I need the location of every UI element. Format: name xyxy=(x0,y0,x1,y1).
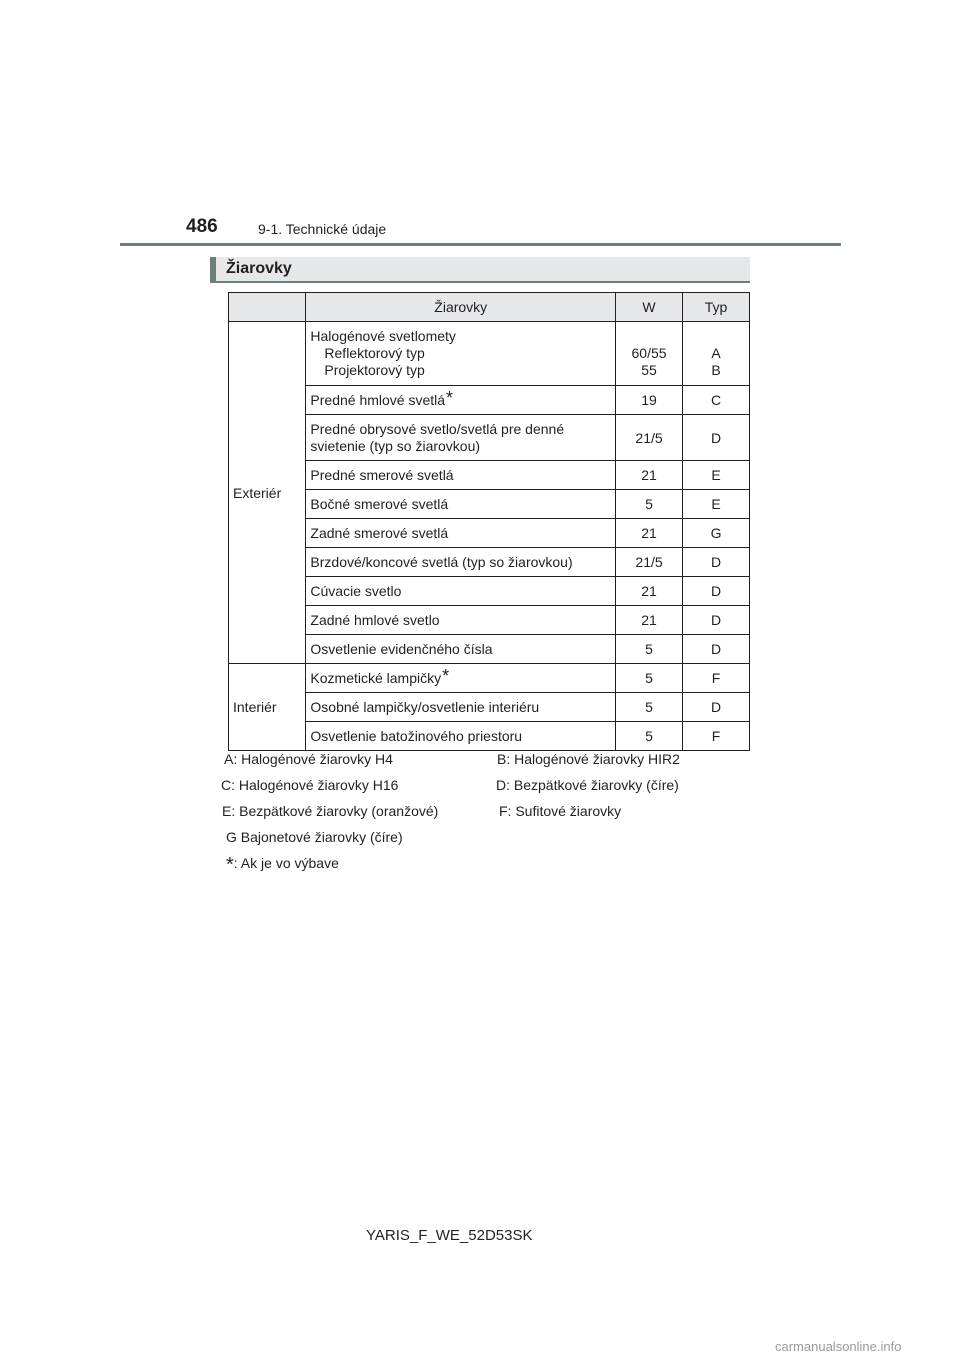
footnote xyxy=(226,854,339,877)
running-section-title: 9-1. Technické údaje xyxy=(258,221,387,237)
bulb-name-text: Kozmetické lampičky xyxy=(310,670,442,686)
bulb-watt: 5 xyxy=(616,693,683,722)
bulb-watt: 21 xyxy=(616,461,683,490)
bulb-watt: 19 xyxy=(616,386,683,415)
table-row xyxy=(229,519,750,548)
bulb-name: Zadné hmlové svetlo xyxy=(306,606,616,635)
bulb-name-line: Reflektorový typ xyxy=(324,345,425,361)
header-group xyxy=(229,293,306,322)
bulb-name: Predné smerové svetlá xyxy=(306,461,616,490)
legend-g: G Bajonetové žiarovky (číre) xyxy=(226,829,403,845)
bulb-name xyxy=(306,664,616,693)
bulb-type: E xyxy=(683,490,750,519)
page-number: 486 xyxy=(186,216,218,237)
table-row xyxy=(229,577,750,606)
table-row xyxy=(229,664,750,693)
bulb-type-line: A xyxy=(711,345,721,361)
bulb-name xyxy=(306,386,616,415)
table-header-row xyxy=(229,293,750,322)
header-watt: W xyxy=(616,293,683,322)
bulb-watt xyxy=(616,322,683,386)
bulb-name-line: Projektorový typ xyxy=(324,362,425,378)
bulb-watt: 21/5 xyxy=(616,548,683,577)
bulb-name xyxy=(306,415,616,461)
footnote-star: * xyxy=(226,854,234,876)
bulb-name: Osvetlenie evidenčného čísla xyxy=(306,635,616,664)
document-id: YARIS_F_WE_52D53SK xyxy=(366,1227,533,1244)
bulb-name-line: Predné obrysové svetlo/svetlá pre denné xyxy=(310,420,565,437)
table-row xyxy=(229,322,750,386)
table-row xyxy=(229,461,750,490)
bulb-name: Osobné lampičky/osvetlenie interiéru xyxy=(306,693,616,722)
section-title: Žiarovky xyxy=(226,260,292,277)
bulb-name: Brzdové/koncové svetlá (typ so žiarovkou) xyxy=(306,548,616,577)
legend-a: A: Halogénové žiarovky H4 xyxy=(224,751,393,767)
bulb-type xyxy=(683,322,750,386)
bulb-watt: 5 xyxy=(616,722,683,751)
bulb-type: F xyxy=(683,664,750,693)
bulb-watt: 21 xyxy=(616,577,683,606)
bulb-name-line: svietenie (typ so žiarovkou) xyxy=(310,437,481,454)
table-row xyxy=(229,606,750,635)
header-bulbs: Žiarovky xyxy=(306,293,616,322)
legend-f: F: Sufitové žiarovky xyxy=(499,803,622,819)
bulb-watt: 5 xyxy=(616,490,683,519)
bulb-watt: 5 xyxy=(616,664,683,693)
table-row xyxy=(229,490,750,519)
bulb-type: F xyxy=(683,722,750,751)
bulb-name: Cúvacie svetlo xyxy=(306,577,616,606)
bulb-type: D xyxy=(683,693,750,722)
bulb-name: Osvetlenie batožinového priestoru xyxy=(306,722,616,751)
bulb-type: D xyxy=(683,606,750,635)
bulb-type: D xyxy=(683,415,750,461)
bulb-watt-line: 60/55 xyxy=(631,345,667,361)
table-row xyxy=(229,386,750,415)
bulb-type: E xyxy=(683,461,750,490)
bulb-watt: 21/5 xyxy=(616,415,683,461)
bulb-watt: 21 xyxy=(616,606,683,635)
legend-e: E: Bezpätkové žiarovky (oranžové) xyxy=(222,803,439,819)
legend-d: D: Bezpätkové žiarovky (číre) xyxy=(496,777,679,793)
bulb-watt: 21 xyxy=(616,519,683,548)
legend-c: C: Halogénové žiarovky H16 xyxy=(221,777,399,793)
bulb-type: D xyxy=(683,548,750,577)
bulb-type: G xyxy=(683,519,750,548)
bulb-specs-table xyxy=(228,292,750,751)
optional-star: * xyxy=(446,388,454,408)
bulb-name: Zadné smerové svetlá xyxy=(306,519,616,548)
bulb-type: C xyxy=(683,386,750,415)
table-row xyxy=(229,548,750,577)
table-row xyxy=(229,635,750,664)
section-heading-bar xyxy=(210,257,750,283)
table-row xyxy=(229,722,750,751)
group-interior: Interiér xyxy=(229,664,306,751)
group-exterior: Exteriér xyxy=(229,322,306,664)
legend-b: B: Halogénové žiarovky HIR2 xyxy=(497,751,680,767)
header-type: Typ xyxy=(683,293,750,322)
bulb-type-line: B xyxy=(711,362,721,378)
table-row xyxy=(229,415,750,461)
header-rule xyxy=(120,243,841,246)
bulb-name xyxy=(306,322,616,386)
optional-star: * xyxy=(442,666,450,686)
bulb-name: Bočné smerové svetlá xyxy=(306,490,616,519)
bulb-name-text: Predné hmlové svetlá xyxy=(310,392,446,408)
footnote-text: : Ak je vo výbave xyxy=(233,855,339,871)
bulb-type: D xyxy=(683,635,750,664)
table-row xyxy=(229,693,750,722)
bulb-name-line: Halogénové svetlomety xyxy=(310,328,456,344)
bulb-type: D xyxy=(683,577,750,606)
watermark: carmanualsonline.info xyxy=(775,1339,902,1354)
bulb-watt-line: 55 xyxy=(641,362,657,378)
bulb-watt: 5 xyxy=(616,635,683,664)
